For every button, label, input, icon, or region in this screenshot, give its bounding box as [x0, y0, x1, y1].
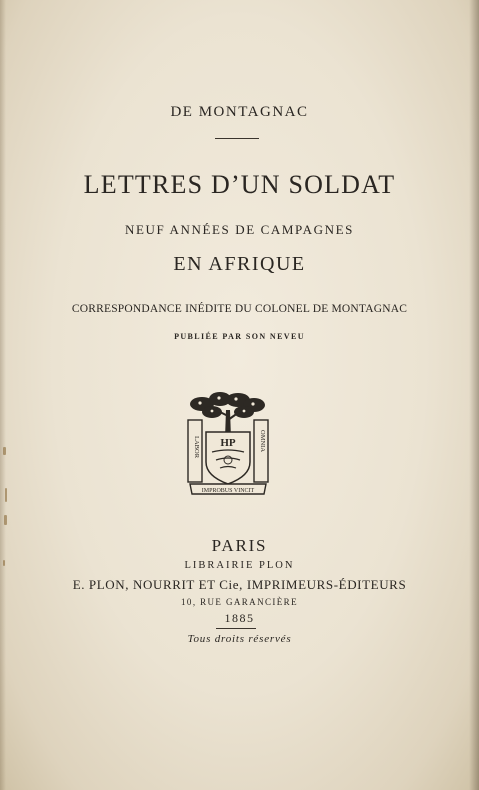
svg-text:HP: HP	[220, 437, 236, 449]
svg-text:OMNIA: OMNIA	[259, 430, 266, 453]
book-title: LETTRES D’UN SOLDAT	[83, 170, 396, 199]
book-subtitle-line2: EN AFRIQUE	[173, 253, 306, 275]
author-name: DE MONTAGNAC	[170, 104, 309, 120]
paper-stain	[3, 447, 6, 455]
publisher-emblem-icon	[186, 390, 270, 496]
imprint-publisher: E. PLON, NOURRIT ET Cie, IMPRIMEURS-ÉDITEURS	[72, 577, 407, 592]
imprint-city: PARIS	[211, 536, 268, 555]
book-description: CORRESPONDANCE INÉDITE DU COLONEL DE MONTAGNAC	[71, 303, 408, 315]
imprint-librairie: LIBRAIRIE PLON	[184, 560, 295, 571]
paper-stain	[4, 515, 7, 525]
rights-notice: Tous droits réservés	[187, 633, 292, 645]
svg-text:IMPROBUS VINCIT: IMPROBUS VINCIT	[201, 488, 255, 494]
svg-text:LABOR: LABOR	[193, 436, 200, 459]
paper-stain	[5, 488, 7, 502]
author-rule	[215, 138, 259, 139]
imprint-year: 1885	[224, 611, 255, 625]
imprint-address: 10, RUE GARANCIÈRE	[181, 597, 298, 607]
imprint-rule	[216, 628, 256, 629]
published-by: PUBLIÉE PAR SON NEVEU	[174, 332, 305, 341]
book-subtitle: NEUF ANNÉES DE CAMPAGNES	[125, 222, 354, 237]
